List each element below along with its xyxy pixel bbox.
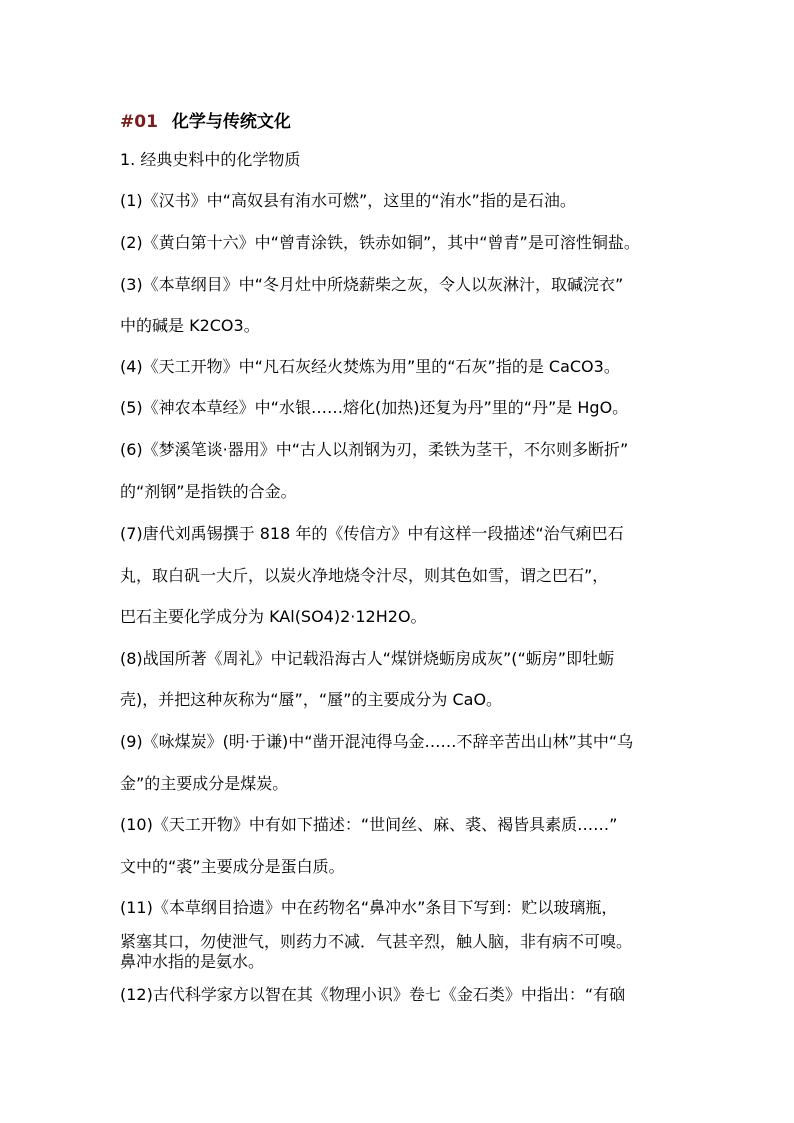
paragraph-line: 壳)，并把这种灰称为“蜃”，“蜃”的主要成分为 CaO。	[120, 690, 503, 709]
paragraph-line: 丸，取白矾一大斤，以炭火净地烧令汁尽，则其色如雪，谓之巴石”，	[120, 566, 609, 585]
paragraph-line: (10)《天工开物》中有如下描述：“世间丝、麻、裘、褐皆具素质……”	[120, 815, 618, 834]
paragraph-line: (6)《梦溪笔谈·器用》中“古人以剂钢为刃，柔铁为茎干，不尔则多断折”	[120, 440, 629, 459]
paragraph-line: (2)《黄白第十六》中“曾青涂铁，铁赤如铜”，其中“曾青”是可溶性铜盐。	[120, 233, 640, 252]
paragraph-line: 巴石主要化学成分为 KAl(SO4)2·12H2O。	[120, 607, 427, 626]
paragraph-line: 文中的“裘”主要成分是蛋白质。	[120, 857, 345, 876]
paragraph-line: (11)《本草纲目拾遗》中在药物名“鼻冲水”条目下写到：贮以玻璃瓶，	[120, 898, 618, 917]
section-title	[120, 107, 291, 132]
paragraph-line: (1)《汉书》中“高奴县有洧水可燃”，这里的“洧水”指的是石油。	[120, 191, 576, 210]
paragraph-line: 紧塞其口，勿使泄气，则药力不减．气甚辛烈，触人脑，非有病不可嗅。	[120, 932, 633, 951]
paragraph-line: 的“剂钢”是指铁的合金。	[120, 482, 297, 501]
paragraph-line: (7)唐代刘禹锡撰于 818 年的《传信方》中有这样一段描述“治气痢巴石	[120, 524, 624, 543]
paragraph-line: (9)《咏煤炭》(明·于谦)中“凿开混沌得乌金……不辞辛苦出山林”其中“乌	[120, 732, 634, 751]
paragraph-line: (5)《神农本草经》中“水银……熔化(加热)还复为丹”里的“丹”是 HgO。	[120, 398, 629, 417]
paragraph-line: (12)古代科学家方以智在其《物理小识》卷七《金石类》中指出：“有硇	[120, 985, 626, 1004]
paragraph-line: 金”的主要成分是煤炭。	[120, 774, 289, 793]
subheading: 1. 经典史料中的化学物质	[120, 150, 301, 169]
paragraph-line: (4)《天工开物》中“凡石灰经火焚炼为用”里的“石灰”指的是 CaCO3。	[120, 357, 620, 376]
section-number: #01	[120, 112, 158, 132]
section-title-text: 化学与传统文化	[171, 112, 291, 132]
paragraph-line: (3)《本草纲目》中“冬月灶中所烧薪柴之灰，令人以灰淋汁，取碱浣衣”	[120, 275, 624, 294]
paragraph-line: 鼻冲水指的是氨水。	[120, 952, 265, 971]
paragraph-line: 中的碱是 K2CO3。	[120, 316, 260, 335]
paragraph-line: (8)战国所著《周礼》中记载沿海古人“煤饼烧蛎房成灰”(“蛎房”即牡蛎	[120, 649, 615, 668]
